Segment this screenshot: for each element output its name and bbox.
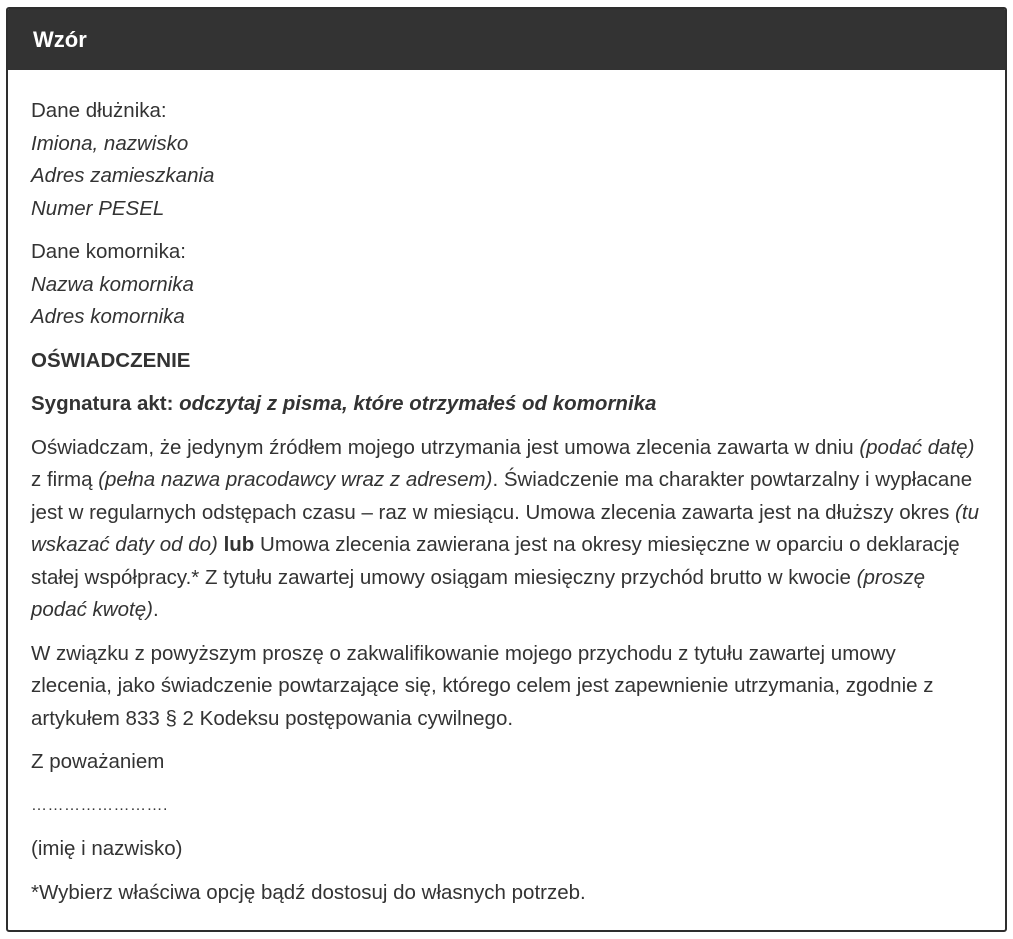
request-paragraph: W związku z powyższym proszę o zakwalifikowanie mojego przychodu z tytułu zawartej umowy zlecenia, jako świadczenie powtarzające się, którego celem jest zapewnienie utrzymania, zgodnie z artykułem 833 § 2 Kodeksu postępowania cywilnego.	[31, 641, 934, 730]
template-box	[6, 7, 1007, 932]
amount-placeholder: (proszę podać kwotę)	[31, 565, 925, 621]
debtor-heading: Dane dłużnika:	[31, 99, 167, 122]
paragraph-text-6: .	[152, 598, 159, 621]
bailiff-name: Nazwa komornika	[31, 272, 194, 296]
case-signature-label: Sygnatura akt:	[31, 392, 174, 415]
debtor-pesel: Numer PESEL	[31, 196, 165, 220]
employer-placeholder: (pełna nazwa pracodawcy wraz z adresem)	[98, 468, 493, 491]
name-placeholder: (imię i nazwisko)	[31, 837, 183, 860]
paragraph-text-1: Oświadczam, że jedynym źródłem mojego utrzymania jest umowa zlecenia zawarta w dniu	[31, 435, 860, 459]
template-title: Wzór	[33, 26, 87, 52]
debtor-details	[31, 95, 982, 225]
period-placeholder: (tu wskazać daty od do)	[31, 500, 979, 556]
paragraph-text-3: . Świadczenie ma charakter powtarzalny i wypłacane jest w regularnych odstępach czasu – raz w miesiącu. Umowa zlecenia zawarta jest na dłuższy okres	[31, 468, 973, 524]
bailiff-address: Adres komornika	[31, 305, 185, 328]
closing-line: Z poważaniem	[31, 750, 165, 773]
declaration-paragraph	[31, 432, 982, 627]
debtor-names: Imiona, nazwisko	[31, 131, 189, 155]
bailiff-heading: Dane komornika:	[31, 240, 186, 263]
or-keyword: lub	[223, 533, 255, 556]
date-placeholder: (podać datę)	[859, 435, 975, 459]
bailiff-details	[31, 236, 982, 334]
paragraph-text-5: Umowa zlecenia zawierana jest na okresy miesięczne w oparciu o deklarację stałej współpracy.* Z tytułu zawartej umowy osiągam miesięczny przychód brutto w kwocie	[31, 533, 960, 589]
debtor-address: Adres zamieszkania	[31, 164, 215, 187]
case-signature	[31, 388, 982, 421]
template-content	[8, 70, 1005, 909]
template-header	[8, 9, 1005, 70]
footnote: *Wybierz właściwa opcję bądź dostosuj do własnych potrzeb.	[31, 880, 586, 904]
signature-line: …………………….	[31, 796, 168, 814]
paragraph-text-2: z firmą	[31, 468, 99, 491]
case-signature-hint: odczytaj z pisma, które otrzymałeś od komornika	[179, 392, 657, 415]
declaration-title: OŚWIADCZENIE	[31, 348, 191, 372]
